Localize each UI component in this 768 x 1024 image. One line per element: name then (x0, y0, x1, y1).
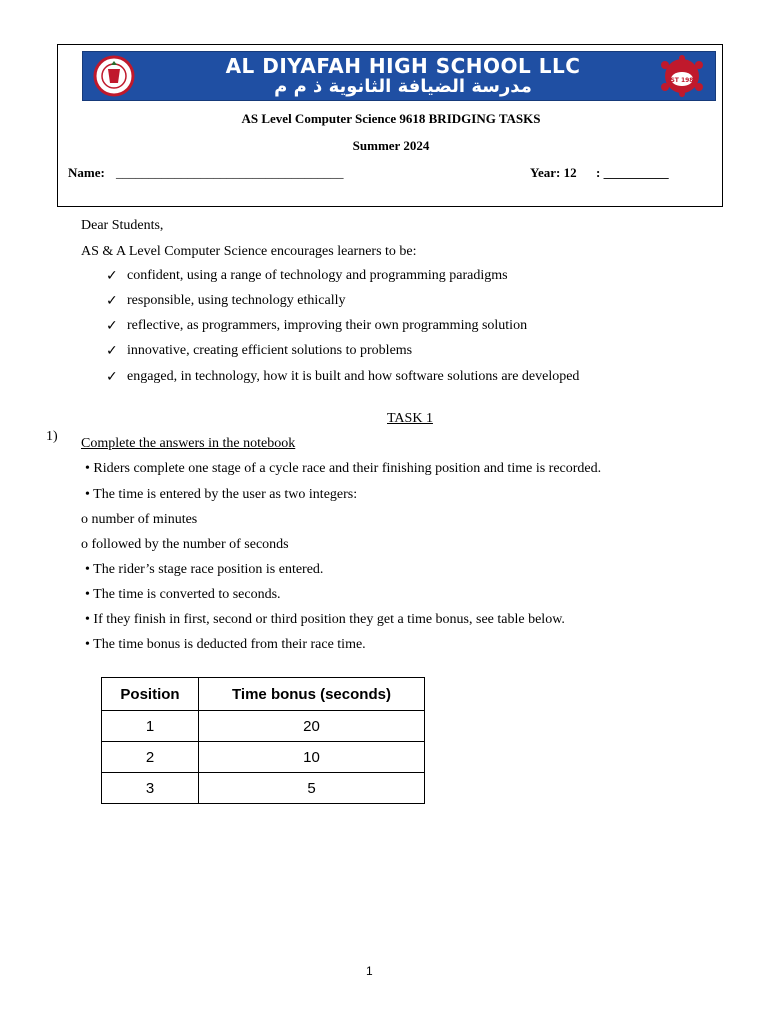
section-blank-line[interactable]: : __________ (596, 165, 669, 180)
school-name: AL DIYAFAH HIGH SCHOOL LLC (225, 54, 581, 78)
school-name-arabic: مدرسة الضيافة الثانوية ذ م م (274, 76, 532, 97)
list-item: responsible, using technology ethically (127, 293, 346, 308)
task-heading (387, 411, 433, 427)
page-number: 1 (366, 964, 373, 978)
task-line: o followed by the number of seconds (81, 537, 289, 552)
school-banner (82, 51, 716, 101)
name-label: Name: (68, 165, 105, 180)
column-header-position: Position (102, 678, 199, 711)
bonus-cell: 10 (199, 742, 425, 773)
position-cell: 1 (102, 711, 199, 742)
checkmark-icon: ✓ (106, 343, 118, 359)
list-item: confident, using a range of technology and programming paradigms (127, 268, 508, 283)
list-item: reflective, as programmers, improving their own programming solution (127, 318, 528, 333)
checkmark-icon: ✓ (106, 318, 118, 334)
badge-est-text: EST 1982 (666, 77, 698, 84)
task-heading-text: TASK 1 (387, 411, 433, 426)
position-cell: 2 (102, 742, 199, 773)
bonus-cell: 20 (199, 711, 425, 742)
bonus-cell: 5 (199, 773, 425, 804)
table-header-row (102, 678, 425, 711)
task-line: o number of minutes (81, 512, 198, 527)
table-row (102, 742, 425, 773)
intro-lead: AS & A Level Computer Science encourages learners to be: (81, 244, 417, 259)
table-row (102, 773, 425, 804)
greeting: Dear Students, (81, 218, 164, 233)
checkmark-icon: ✓ (106, 293, 118, 309)
list-item: engaged, in technology, how it is built and how software solutions are developed (127, 369, 580, 384)
document-title: AS Level Computer Science 9618 BRIDGING TASKS (241, 111, 541, 126)
checkmark-icon: ✓ (106, 369, 118, 385)
table-row (102, 711, 425, 742)
task-line: • Riders complete one stage of a cycle race and their finishing position and time is recorded. (85, 461, 602, 476)
position-cell: 3 (102, 773, 199, 804)
time-bonus-table (101, 677, 425, 804)
name-blank-line[interactable]: ___________________________________ (116, 165, 344, 180)
task-line: • The rider’s stage race position is entered. (85, 562, 324, 577)
task-instruction (81, 436, 295, 452)
est-1982-badge-logo (657, 55, 707, 97)
document-term: Summer 2024 (352, 138, 430, 153)
task-instruction-text: Complete the answers in the notebook (81, 436, 296, 451)
question-number: 1) (46, 429, 58, 444)
year-label: Year: 12 (530, 165, 577, 180)
school-crest-logo (89, 55, 139, 97)
column-header-time-bonus: Time bonus (seconds) (199, 678, 425, 711)
task-line: • If they finish in first, second or third position they get a time bonus, see table below. (85, 612, 565, 627)
task-line: • The time bonus is deducted from their race time. (85, 637, 366, 652)
list-item: innovative, creating efficient solutions to problems (127, 343, 413, 358)
header-box (57, 44, 723, 207)
task-line: • The time is entered by the user as two integers: (85, 487, 358, 502)
checkmark-icon: ✓ (106, 268, 118, 284)
task-line: • The time is converted to seconds. (85, 587, 281, 602)
